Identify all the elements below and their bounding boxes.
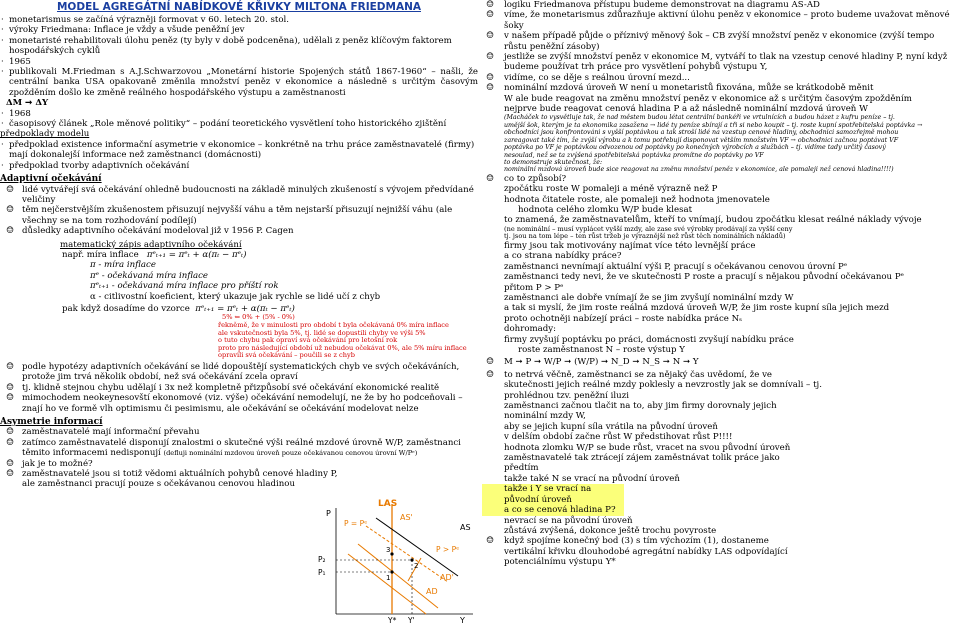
right-para: ☺ víme, že monetarismus zdůrazňuje aktivní úlohu peněz v ekonomice – proto budeme uvažovat měnové šoky	[482, 10, 960, 31]
label-p-gt-pe: P > Pᵉ	[436, 545, 460, 554]
formula-adaptive: πᵉₜ₊₁ = πᵉₜ + α(πₜ − πᵉₜ)	[146, 249, 247, 260]
point-3	[390, 552, 393, 555]
asymmetry-item	[0, 438, 478, 459]
legend-item: α - citlivostní koeficient, který ukazuje jak rychle se lidé učí z chyb	[90, 291, 381, 302]
label-y: Y	[460, 616, 465, 625]
italic-note: obchodníci jsou konfrontováni s vyšší poptávkou a tak stroší lidé na vzestup cenové hladiny, obchodnici samozřejmě mohou	[504, 129, 899, 137]
red-note: ale vskutečnosti byla 5%, tj. lidé se dopustili chyby ve výši 5%	[218, 328, 426, 337]
effect-line: proto ochotněji nabízejí práci – roste nabídka práce Nₛ	[504, 313, 742, 324]
legend-item: π - míra inflace	[90, 260, 156, 271]
effect-line: firmy zvyšují poptávku po práci, domácnosti zvyšují nabídku práce	[504, 334, 794, 345]
label-ad-prime: AD'	[440, 573, 454, 582]
label-p2: P₂	[318, 555, 326, 564]
adaptive-consequence: ☺ podle hypotézy adaptivních očekávání se lidé dopouštějí systematických chyb ve svých očekáváních, protože jim trvá několik období, než svá očekávání zcela opraví	[0, 362, 478, 383]
label-y-star: Y*	[388, 616, 397, 625]
right-question: ☺ co to způsobí?	[482, 174, 960, 184]
italic-note: poptávka po VF je poptávkou odvozenou od poptávky po konečných výrobcích a službách – tj. vidíme tady určitý časový	[504, 144, 886, 152]
italic-note: (Macháček to vysvětluje tak, že nad městem budou létat centrální bankéři ve vrtulnících a budou házet z kufru peníze – tj.	[504, 114, 895, 122]
label-las: LAS	[378, 499, 398, 509]
asymmetry-item: ale zaměstnanci pracují pouze s očekávanou cenovou hladinou	[22, 479, 296, 490]
label-p-eq-pe: P = Pᵉ	[344, 519, 368, 528]
asymmetry-text: zatímco zaměstnavatelé disponují znalostmi o skutečné výši reálné mzdové úrovně W/P, zaměstnanci těmito informacemi nedisponují	[22, 437, 461, 459]
as-ad-diagram	[308, 496, 478, 625]
effect-line: přitom P > Pᵉ	[504, 282, 564, 293]
red-note: opravili svá očekávání – poučili se z chyb	[218, 351, 355, 360]
red-note: řekněmě, že v minulosti pro období t byla očekávaná 0% míra inflace	[218, 320, 449, 329]
adaptive-heading: Adaptivní očekávání	[0, 174, 102, 185]
asymmetry-heading: Asymetrie informací	[0, 416, 103, 427]
assumption-item: · předpoklad tvorby adaptivních očekávání	[0, 161, 478, 171]
assumptions-heading: předpoklady modelu	[0, 129, 90, 140]
right-para: ☺ logiku Friedmanova přístupu budeme demonstrovat na diagramu AS-AD	[482, 0, 960, 10]
page-title: MODEL AGREGÁTNÍ NABÍDKOVÉ KŘIVKY MILTONA FRIEDMANA	[56, 1, 421, 13]
effect-note: (ne nominální – musí vyplácet vyšší mzdy, ale zase své výrobky prodávají za vyšší ceny	[504, 224, 793, 233]
effect-line: dohromady:	[504, 324, 557, 335]
effect-line: firmy jsou tak motivovány najímat více této levnější práce	[504, 240, 756, 251]
label-y-prime: Y'	[408, 616, 415, 625]
right-para: ☺ jestliže se zvýší množství peněz v ekonomice M, vytváří to tlak na vzestup cenové hladiny P, nyní když budeme používat trh práce pro vysvětlení pohybů výstupu Y,	[482, 52, 960, 73]
longrun-line: zaměstnanci začnou tlačit na to, aby jim firmy dorovnaly jejich nominální mzdy W,	[504, 401, 777, 422]
as-prime-curve	[366, 526, 448, 582]
effect-line: to znamená, že zaměstnavatelům, kteří to vnímají, budou zpočátku klesat reálné náklady vývoje	[504, 215, 922, 226]
effect-line: zaměstnanci ale dobře vnímají že se jim zvyšují nominální mzdy W	[504, 292, 794, 303]
longrun-line: zaměstnavatelé tak ztrácejí zájem zaměstnávat tolik práce jako předtím	[504, 453, 780, 474]
longrun-line: a co se cenová hladina P?	[482, 505, 624, 515]
italic-note: umější šok, kterým je ta ekonomika zasažena → lidé ty peníze sbírají a tři si nebo koupit – tj. roste kupní spotřebitelská poptávka →	[504, 121, 923, 129]
formula-substituted: πᵉₜ₊₁ = πᵉₜ + α(πₜ − πᵉₜ)	[195, 303, 295, 314]
legend-item: πᵉₜ₊₁ - očekávaná míra inflace pro příští rok	[90, 281, 279, 292]
substitute-text: pak když dosadíme do vzorce	[62, 303, 190, 314]
formula-prefix: např. míra inflace	[62, 249, 139, 260]
red-note: o tuto chybu pak opraví svá očekávání pro letošní rok	[218, 336, 398, 345]
right-para: nejprve bude reagovat cenová hladina P a až následně nominální mzdová úroveň W	[504, 104, 868, 115]
longrun-line: takže také N se vrací na původní úroveň	[504, 473, 680, 484]
intro-line: · časopisový článek „Role měnové politiky“ – podání teoretického vysvětlení toho historického zjištění	[0, 119, 478, 129]
effect-line: zaměstnanci tedy nevi, že ve skutečnosti P roste a pracují s nějakou původní očekávanou Pᵉ	[504, 272, 904, 283]
asymmetry-item: ☺ zaměstnavatelé mají informační převahu	[0, 427, 478, 437]
point-1	[390, 570, 393, 573]
money-output-relation: ΔM ➞ ΔY	[6, 98, 49, 109]
right-column	[482, 0, 960, 625]
label-point-2: 2	[414, 562, 419, 570]
longrun-line: nevrací se na původní úroveň	[504, 515, 633, 526]
adaptive-item: ☺ těm nejčerstvějším zkušenostem přisuzují nejvyšší váhu a těm nejstarší přisuzují nejnižší váhu (ale všechny se na tom rozhodování podílejí)	[0, 205, 478, 226]
right-para: ☺ nominální mzdová úroveň W není u monetaristů fixována, může se krátkodobě měnit	[482, 83, 960, 93]
longrun-line: aby se jejich kupní síla vrátila na původní úroveň	[504, 421, 718, 432]
red-note: proto pro následující období už nebudou očekávat 0%, ale 5% míru inflace	[218, 343, 467, 352]
right-para: W ale bude reagovat na změnu množství peněz v ekonomice až s určitým časovým zpožděním	[504, 93, 912, 104]
italic-note: nesoulad, než se ta zvýšená spotřebitelská poptávka promítne do poptávky po VF	[504, 151, 764, 159]
example-line: 5% ⇐ 0% + (5% - 0%)	[222, 313, 295, 322]
right-para: ☺ v našem případě půjde o příznivý měnový šok – CB zvýší množství peněz v ekonomice (zvýší tempo růstu peněžní zásoby)	[482, 31, 960, 52]
effect-line: hodnota čitatele roste, ale pomaleji než hodnota jmenovatele	[504, 194, 770, 205]
right-para: ☺ vidíme, co se děje s reálnou úrovní mezd...	[482, 73, 960, 83]
effect-note: tj. jsou na tom lépe – ten růst tržeb je výraznější než růst těch nominálních nákladů)	[504, 232, 786, 241]
intro-line: · monetarismus se začíná výrazněji formovat v 60. letech 20. stol.	[0, 15, 478, 25]
effect-line: roste zaměstnanost N – roste výstup Y	[518, 345, 685, 355]
asymmetry-note: (defluji nominální mzdovou úroveň pouze očekávanou cenovou úrovní W/Pᵉ)	[163, 449, 418, 458]
adaptive-consequence: ☺ mimochodem neokeynesovští ekonomové (viz. výše) očekávání nemodelují, ne že by ho podceňovali – znají ho ve formě vlh optimismu či pesimismu, ale očekávání se očekávání modelovat nelze	[0, 393, 478, 414]
longrun-line: ☺ když spojíme konečný bod (3) s tím výchozím (1), dostaneme vertikální křivku dlouhodobé agregátní nabídky LAS odpovídající potenciálnímu výstupu Y*	[482, 536, 804, 567]
italic-note: zareagovat také tím, že zvýší výrobu a k tomu potřebují disponovat větším množstvím VF → obchodnici začnou poptávat VF	[504, 136, 899, 144]
intro-line: · 1965	[0, 57, 478, 67]
intro-line: · výroky Friedmana: Inflace je vždy a všude peněžní jev	[0, 25, 478, 35]
adaptive-item: ☺ lidé vytvářejí svá očekávání ohledně budoucnosti na základě minulých zkušeností s vývojem předvídané veličiny	[0, 185, 478, 206]
legend-item: πᵉ - očekávaná míra inflace	[90, 270, 209, 281]
adaptive-item: ☺ důsledky adaptivního očekávání modeloval již v 1956 P. Cagen	[0, 226, 478, 236]
effect-line: zpočátku roste W pomaleji a méně výrazně než P	[504, 184, 718, 195]
label-p: P	[326, 509, 331, 518]
label-point-3: 3	[386, 546, 391, 554]
italic-note: nominální mzdová úroveň bude sice reagovat na změnu množství peněz v ekonomice, ale pomaleji než cenová hladina!!!!)	[504, 166, 894, 174]
intro-line: · 1968	[0, 109, 478, 119]
asymmetry-item: ☺ jak je to možné?	[0, 459, 478, 469]
transmission-chain: ☺ M ➞ P ➞ W/P ➞ (W/P) ➞ N_D ➞ N_S ➞ N ➞ Y	[482, 357, 960, 367]
effect-line: hodnota celého zlomku W/P bude klesat	[518, 204, 693, 215]
intro-line: · publikovali M.Friedman s A.J.Schwarzovou „Monetární historie Spojených států 1867-1960“ – našli, že centrální banka USA opakovaně změnila množství peněz v ekonomice a následně s určitým časovým zpožděním došlo ke změně reálného hospodářského výstupu a zaměstnanosti	[0, 67, 478, 98]
label-as: AS	[460, 523, 471, 532]
adaptive-consequence: ☺ tj. klidně stejnou chybu udělají i 3x než kompletně přizpůsobí své očekávání ekonomické realitě	[0, 383, 478, 393]
longrun-line: hodnota zlomku W/P se bude růst, vracet na svou původní úroveň	[504, 442, 791, 453]
longrun-line: zůstává zvýšená, dokonce ještě trochu povyroste	[504, 525, 717, 536]
label-point-1: 1	[386, 574, 391, 582]
effect-line: a tak si myslí, že jim roste reálná mzdová úroveň W/P, že jim roste kupní síla jejich mezd	[504, 303, 890, 314]
longrun-line: ☺ to netrvá věčně, zaměstnanci se za nějaký čas uvědomí, že ve skutečnosti jejich reálné mzdy poklesly a nevzrostly jak se domnívali – tj. prohlédnou tzv. peněžní iluzi	[482, 370, 822, 401]
assumption-item: · předpoklad existence informační asymetrie v ekonomice – konkrétně na trhu práce zaměstnavatelé (firmy) mají dokonalejší informace než zaměstnanci (domácnosti)	[0, 140, 478, 161]
formula-row	[0, 250, 478, 260]
math-heading: matematický zápis adaptivního očekávání	[60, 239, 242, 250]
intro-line: · monetaristé rehabilitovali úlohu peněz (ty byly v době podceněna), udělali z peněz klíčovým faktorem hospodářských cyklů	[0, 36, 478, 57]
label-as-prime: AS'	[400, 513, 413, 522]
italic-note: to demonstruje skutečnost, že:	[504, 158, 603, 166]
effect-line: a co strana nabídky práce?	[504, 251, 622, 262]
label-p1: P₁	[318, 568, 326, 577]
asymmetry-item: ☺ zaměstnavatelé jsou si totiž vědomi aktuálních pohybů cenové hladiny P,	[0, 469, 478, 479]
label-ad: AD	[426, 587, 438, 596]
longrun-line: v delším období začne růst W předstihovat růst P!!!!	[504, 432, 733, 443]
effect-line: zaměstnanci nevnímají aktuální výši P, pracují s očekávanou cenovou úrovní Pᵉ	[504, 261, 848, 272]
longrun-line: takže i Y se vrací na původní úroveň	[482, 484, 624, 505]
